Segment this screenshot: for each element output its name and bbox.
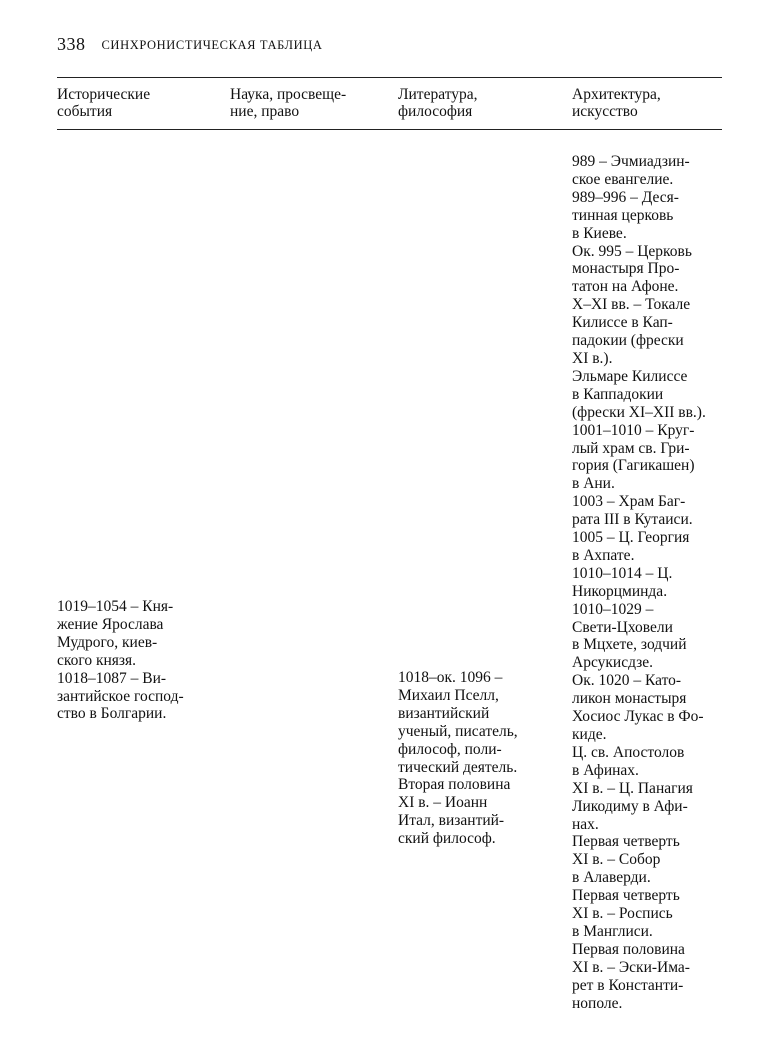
architecture-entry: 1005 – Ц. Георгия в Ахпате.	[572, 529, 690, 564]
architecture-entry: 1003 – Храм Баг- рата III в Кутаиси.	[572, 493, 693, 529]
literature-entry: 1018–ок. 1096 – Михаил Пселл, византийский ученый, писатель, философ, поли- тический деятель.	[398, 669, 518, 776]
architecture-entry: Ок. 1020 – Като- ликон монастыря Хосиос Лукас в Фо- киде.	[572, 672, 704, 743]
column-literature-philosophy	[398, 669, 518, 848]
column-header: Наука, просвеще- ние, право	[230, 86, 347, 120]
column-header: Исторические события	[57, 86, 151, 120]
architecture-entry: 989–996 – Деся- тинная церковь в Киеве.	[572, 188, 679, 242]
architecture-entry: 1001–1010 – Круг- лый храм св. Гри- гория (Гагикашен) в Ани.	[572, 421, 695, 493]
column-architecture-art	[572, 153, 706, 1013]
column-header: Архитектура, искусство	[572, 86, 661, 120]
running-head	[57, 34, 323, 58]
architecture-entry: X–XI вв. – Токале Килиссе в Кап- падокии (фрески XI в.).	[572, 296, 691, 367]
column-header: Литература, философия	[398, 86, 478, 120]
page-number: 338	[57, 34, 86, 54]
architecture-entry: Ок. 995 – Церковь монастыря Про- татон на Афоне.	[572, 242, 692, 296]
architecture-entry: Ц. св. Апостолов в Афинах.	[572, 743, 685, 779]
architecture-entry: Первая четверть XI в. – Собор в Алаверди.	[572, 833, 680, 887]
historical-event-entry: 1019–1054 – Кня- жение Ярослава Мудрого, киев- ского князя.	[57, 598, 174, 669]
architecture-entry: Первая половина XI в. – Эски-Има- рет в Константи- нополе.	[572, 940, 690, 1012]
architecture-entry: 1010–1014 – Ц. Никорцминда.	[572, 564, 673, 600]
architecture-entry: Первая четверть XI в. – Роспись в Манглиси.	[572, 887, 680, 940]
column-historical-events	[57, 598, 184, 723]
literature-entry: Вторая половина XI в. – Иоанн Итал, византий- ский философ.	[398, 776, 511, 848]
running-title: СИНХРОНИСТИЧЕСКАЯ ТАБЛИЦА	[101, 38, 323, 52]
architecture-entry: XI в. – Ц. Панагия Ликодиму в Афи- нах.	[572, 779, 693, 833]
architecture-entry: Эльмаре Килиссе в Каппадокии (фрески XI–XII вв.).	[572, 367, 706, 421]
architecture-entry: 1010–1029 – Свети-Цховели в Мцхете, зодчий Арсукисдзе.	[572, 600, 687, 672]
table-top-rule	[57, 77, 722, 78]
table-header-rule	[57, 129, 722, 130]
architecture-entry: 989 – Эчмиадзин- ское евангелие.	[572, 153, 690, 188]
historical-event-entry: 1018–1087 – Ви- зантийское господ- ство в Болгарии.	[57, 669, 184, 723]
